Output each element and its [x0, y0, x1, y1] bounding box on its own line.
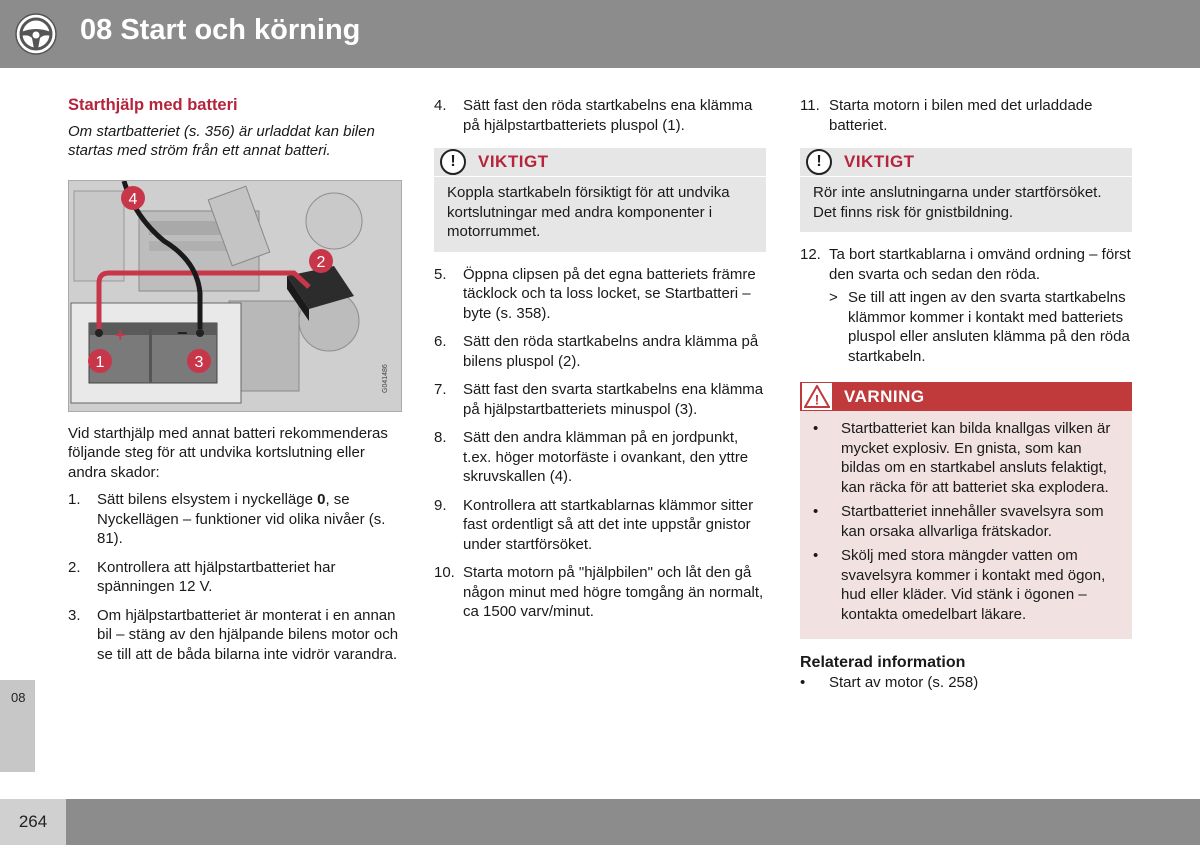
sub-step-list: [800, 288, 1132, 366]
bullet: •: [813, 503, 819, 520]
page-footer: [0, 799, 1200, 845]
svg-text:4: 4: [128, 190, 138, 208]
right-column: [800, 96, 1132, 692]
step-number: 11.: [800, 97, 820, 114]
notice-header: [434, 148, 766, 177]
step-text: Öppna clipsen på det egna batteriets främre täcklock och ta loss locket, se Startbatteri – byte (s. 358).: [463, 265, 756, 322]
step-text: Starta motorn i bilen med det urladdade batteriet.: [829, 97, 1093, 134]
step-number: 3.: [68, 606, 81, 624]
related-information: [800, 653, 1132, 692]
step-12: [800, 245, 1132, 284]
step-text: Starta motorn på "hjälpbilen" och låt den gå någon minut med högre tomgång än normalt, ca 1500 varv/minut.: [463, 564, 764, 620]
step-number: 12.: [800, 246, 821, 263]
step-text: Sätt fast den röda startkabelns ena klämma på hjälpstartbatteriets pluspol (1).: [463, 97, 753, 134]
warning-item-text: Startbatteriet kan bilda knallgas vilken är mycket explosiv. En gnista, som kan bildas om en startkabel ansluts felaktigt, kan räcka för att batteriet ska explodera.: [841, 420, 1111, 496]
engine-bay-drawing: [69, 181, 401, 411]
warning-list: [800, 419, 1132, 624]
section-title: Starthjälp med batteri: [68, 96, 238, 114]
warning-item: [813, 419, 1122, 497]
chapter-header: [0, 0, 1200, 68]
callout-2: [309, 249, 333, 273]
steps-list-3: [434, 265, 766, 622]
step-number: 5.: [434, 265, 447, 283]
lead-text: Om startbatteriet (s. 356) är urladdat kan bilen startas med ström från ett annat batteri.: [68, 122, 375, 159]
step-1: [68, 490, 402, 549]
step-2: [68, 558, 402, 597]
bullet: •: [813, 547, 819, 564]
callout-1: [88, 349, 112, 373]
jump-start-illustration: [68, 180, 402, 412]
related-link[interactable]: Start av motor (s. 258): [829, 673, 979, 691]
step-9: [434, 496, 766, 555]
page-number: 264: [0, 799, 66, 845]
svg-text:2: 2: [316, 253, 326, 271]
notice-header: [800, 148, 1132, 177]
warning-header: [800, 382, 1132, 411]
step-number: 2.: [68, 558, 81, 576]
plus-terminal-mark: +: [115, 324, 126, 345]
step-6: [434, 332, 766, 371]
callout-3: [187, 349, 211, 373]
step-text: Kontrollera att hjälpstartbatteriet har spänningen 12 V.: [97, 558, 336, 595]
warning-item-text: Skölj med stora mängder vatten om svavelsyra kommer i kontakt med ögon, hud eller kläder. Vid stänk i ögonen – kontakta omedelbart läkare.: [841, 547, 1106, 623]
step-number: 10.: [434, 564, 455, 581]
svg-text:!: !: [814, 391, 820, 408]
notice-body: Koppla startkabeln försiktigt för att undvika kortslutningar med andra komponenter i motorrummet.: [447, 184, 730, 240]
sub-step-text: Se till att ingen av den svarta startkabelns klämmor kommer i kontakt med batteriets pluspol eller ansluten klämma på den röda startkabeln.: [848, 289, 1130, 365]
figure-code: G041486: [382, 363, 389, 393]
bullet: •: [800, 673, 806, 691]
steps-list-4: [800, 96, 1132, 135]
step-text: Sätt bilens elsystem i nyckelläge 0, se Nyckellägen – funktioner vid olika nivåer (s. 81).: [97, 491, 386, 547]
step-number: 1.: [68, 491, 81, 508]
sub-step: [829, 288, 1132, 366]
callout-4: [121, 186, 145, 210]
notice-body: Rör inte anslutningarna under startförsöket. Det finns risk för gnistbildning.: [813, 184, 1102, 221]
step-7: [434, 380, 766, 419]
related-list: [800, 673, 1132, 693]
steps-list-5: [800, 245, 1132, 284]
step-number: 7.: [434, 381, 447, 398]
left-column: [68, 96, 402, 673]
warning-box: [800, 382, 1132, 639]
step-number: 6.: [434, 333, 447, 350]
intro-text: Vid starthjälp med annat batteri rekommenderas följande steg för att undvika kortslutning eller andra skador:: [68, 424, 388, 481]
step-number: 4.: [434, 97, 447, 114]
step-4: [434, 96, 766, 135]
step-5: [434, 265, 766, 324]
important-notice: [434, 148, 766, 252]
related-title: Relaterad information: [800, 654, 966, 671]
steps-list-2: [434, 96, 766, 135]
chapter-side-tab: [0, 680, 35, 772]
steering-wheel-icon: [14, 12, 58, 56]
step-number: 8.: [434, 429, 447, 446]
steps-list-1: [68, 490, 402, 664]
svg-text:3: 3: [194, 353, 204, 371]
step-text: Sätt den andra klämman på en jordpunkt, t.ex. höger motorfäste i ovankant, den yttre skruvskallen (4).: [463, 429, 749, 485]
exclamation-icon: !: [806, 149, 832, 175]
warning-triangle-icon: [802, 383, 832, 410]
exclamation-icon: !: [440, 149, 466, 175]
step-text: Kontrollera att startkablarnas klämmor sitter fast ordentligt så att det inte uppstår gnistor under startförsöket.: [463, 496, 754, 553]
step-text: Ta bort startkablarna i omvänd ordning – först den svarta och sedan den röda.: [829, 246, 1131, 283]
chapter-tab-label: 08: [11, 690, 26, 705]
step-text: Om hjälpstartbatteriet är monterat i en annan bil – stäng av den hjälpande bilens motor och se till att de båda bilarna inte vidrör varandra.: [97, 606, 399, 663]
warning-item: [813, 546, 1122, 624]
notice-title: VIKTIGT: [844, 152, 915, 172]
step-text: Sätt fast den svarta startkabelns ena klämma på hjälpstartbatteriets minuspol (3).: [463, 381, 764, 418]
minus-terminal-mark: −: [177, 322, 188, 343]
step-number: 9.: [434, 496, 447, 514]
related-item[interactable]: [800, 673, 1132, 693]
warning-item: [813, 502, 1122, 541]
important-notice: [800, 148, 1132, 232]
notice-title: VIKTIGT: [478, 152, 549, 172]
middle-column: [434, 96, 766, 631]
sub-step-marker: >: [829, 289, 838, 306]
step-10: [434, 563, 766, 622]
step-text: Sätt den röda startkabelns andra klämma på bilens pluspol (2).: [463, 333, 759, 370]
bullet: •: [813, 420, 819, 437]
step-3: [68, 606, 402, 665]
warning-item-text: Startbatteriet innehåller svavelsyra som kan orsaka allvarliga frätskador.: [841, 503, 1104, 540]
svg-text:1: 1: [95, 353, 105, 371]
step-8: [434, 428, 766, 487]
step-11: [800, 96, 1132, 135]
chapter-title: 08 Start och körning: [80, 14, 361, 46]
warning-title: VARNING: [844, 386, 925, 406]
